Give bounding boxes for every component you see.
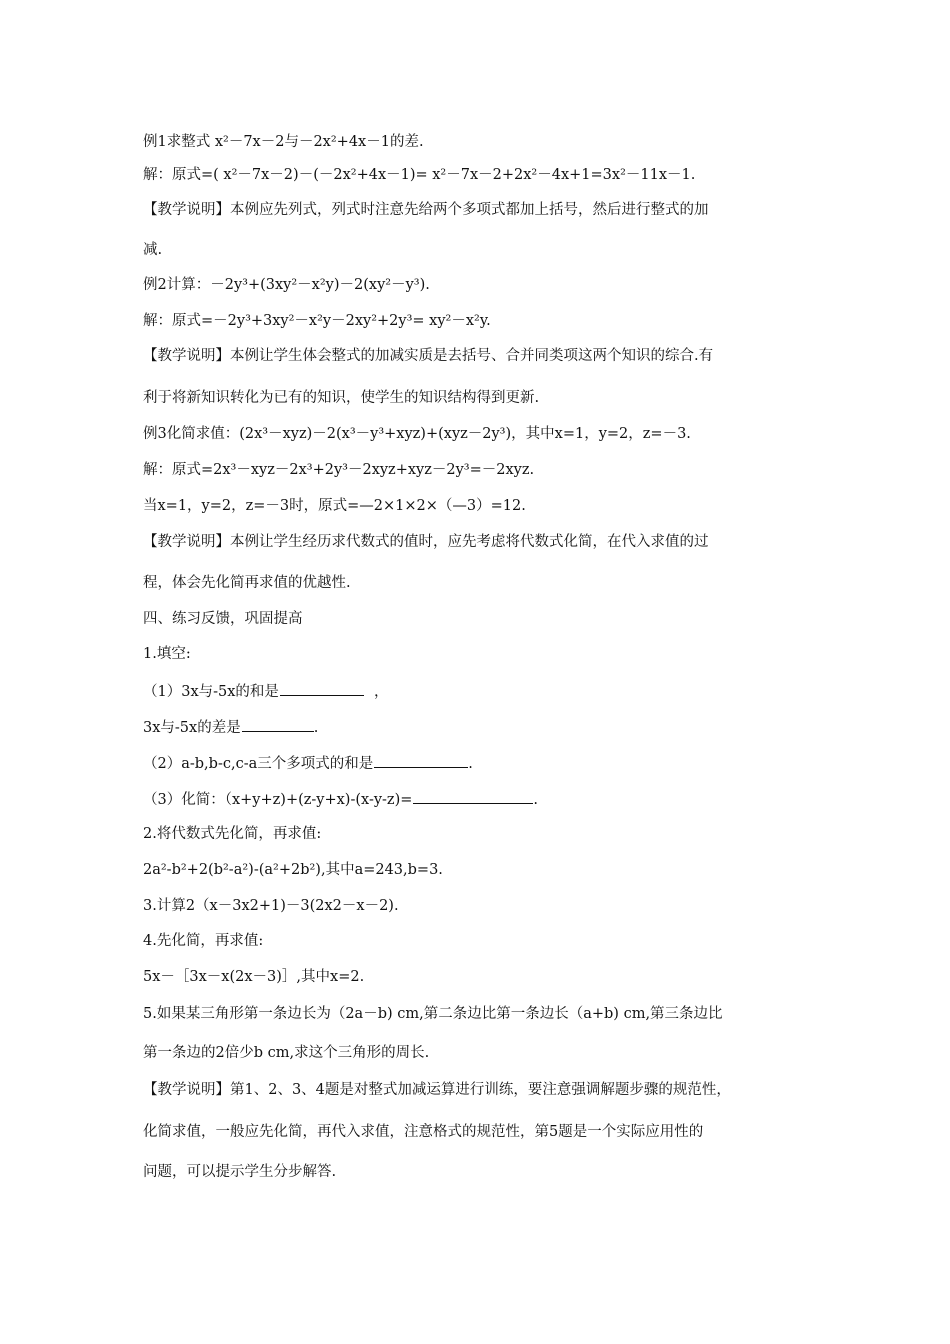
problem-text-suffix: . [313,720,319,736]
example-1-question: 例1求整式 x²－7x－2与－2x²+4x－1的差. [143,134,424,150]
example-1-note-line-2: 减. [143,242,163,258]
example-2-note-line-2: 利于将新知识转化为已有的知识，使学生的知识结构得到更新. [143,390,540,406]
problem-2-title: 2.将代数式先化简，再求值: [143,826,322,842]
example-2-solution: 解：原式=－2y³+3xy²－x²y－2xy²+2y³= xy²－x²y. [143,313,491,329]
problem-5-line-2: 第一条边的2倍少b cm,求这个三角形的周长. [143,1045,430,1061]
final-note-line-3: 问题，可以提示学生分步解答. [143,1164,337,1180]
problem-4-expression: 5x－［3x－x(2x－3)］,其中x=2. [143,969,365,985]
problem-4-title: 4.先化简，再求值: [143,933,264,949]
answer-blank[interactable] [374,752,468,768]
problem-2-expression: 2a²-b²+2(b²-a²)-(a²+2b²),其中a=243,b=3. [143,862,443,878]
final-note-line-2: 化简求值，一般应先化简，再代入求值，注意格式的规范性，第5题是一个实际应用性的 [143,1124,704,1140]
problem-text-suffix: . [533,792,538,808]
problem-5-line-1: 5.如果某三角形第一条边长为（2a－b) cm,第二条边比第一条边长（a+b) cm,第三条边比 [143,1006,723,1022]
problem-text: （2）a-b,b-c,c-a三个多项式的和是 [143,756,374,772]
example-3-solution: 解：原式=2x³－xyz－2x³+2y³－2xyz+xyz－2y³=－2xyz. [143,462,535,478]
section-heading: 四、练习反馈，巩固提高 [143,611,303,627]
final-note-line-1: 【教学说明】第1、2、3、4题是对整式加减运算进行训练，要注意强调解题步骤的规范性， [143,1082,731,1098]
answer-blank[interactable] [242,716,314,732]
problem-text: （3）化简：（x+y+z)+(z-y+x)-(x-y-z)= [143,792,413,808]
answer-blank[interactable] [280,680,364,696]
example-3-note-line-2: 程，体会先化简再求值的优越性. [143,575,351,591]
problem-1-part-2 [143,752,813,774]
problem-text: 3x与-5x的差是 [143,720,241,736]
problem-3: 3.计算2（x－3x2+1)－3(2x2－x－2). [143,898,399,914]
problem-text-suffix: . [468,756,473,772]
problem-text-suffix: ， [373,684,389,700]
example-3-note-line-1: 【教学说明】本例让学生经历求代数式的值时，应先考虑将代数式化简，在代入求值的过 [143,534,709,550]
problem-1-part-3 [143,788,813,810]
problem-1-part-1b [143,716,813,738]
problem-1-part-1a [143,680,813,702]
example-1-note-line-1: 【教学说明】本例应先列式，列式时注意先给两个多项式都加上括号，然后进行整式的加 [143,202,709,218]
example-3-evaluation: 当x=1，y=2，z=－3时，原式=—2×1×2×（—3）=12. [143,498,526,514]
example-1-solution: 解：原式=( x²－7x－2)－(－2x²+4x－1)= x²－7x－2+2x²－4x+1=3x²－11x－1. [143,167,696,183]
example-2-question: 例2计算：－2y³+(3xy²－x²y)－2(xy²－y³). [143,277,430,293]
problem-text: （1）3x与-5x的和是 [143,684,279,700]
answer-blank[interactable] [413,788,533,804]
example-2-note-line-1: 【教学说明】本例让学生体会整式的加减实质是去括号、合并同类项这两个知识的综合.有 [143,348,714,364]
problem-1-title: 1.填空: [143,646,191,662]
example-3-question: 例3化简求值：(2x³－xyz)－2(x³－y³+xyz)+(xyz－2y³)，其中x=1，y=2，z=－3. [143,426,691,442]
